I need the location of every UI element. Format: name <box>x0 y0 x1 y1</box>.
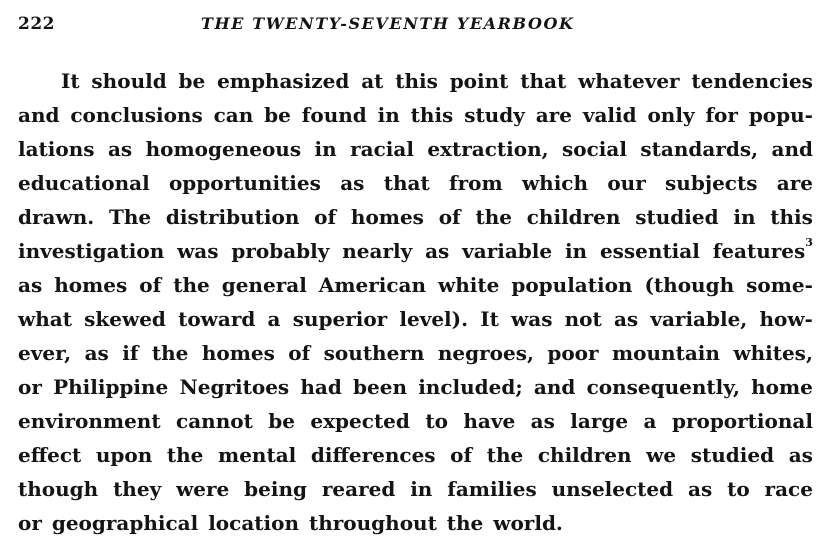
word: as <box>425 239 450 263</box>
word: as <box>613 307 639 331</box>
text-line <box>18 302 813 336</box>
word: and <box>533 375 576 399</box>
word: a <box>643 409 657 433</box>
body-paragraph <box>18 64 813 540</box>
word: what <box>18 307 72 331</box>
word: conclusions <box>70 103 203 127</box>
word: valid <box>582 103 637 127</box>
word: should <box>91 69 167 93</box>
word: American <box>318 273 427 297</box>
word: investigation <box>18 239 165 263</box>
word: of <box>314 205 337 229</box>
word: families <box>447 477 537 501</box>
word: racial <box>350 137 414 161</box>
word: or <box>18 375 42 399</box>
word: extraction, <box>427 137 549 161</box>
word: or <box>18 511 52 535</box>
word: ever, <box>18 341 72 365</box>
word: subjects <box>665 171 758 195</box>
word: be <box>268 409 295 433</box>
text-line <box>18 472 813 506</box>
word: this <box>410 103 454 127</box>
word: the <box>486 443 524 467</box>
page-number: 222 <box>18 14 55 34</box>
word: this <box>395 69 438 93</box>
word: geographical <box>51 511 209 535</box>
word: southern <box>323 341 425 365</box>
word: skewed <box>84 307 166 331</box>
word: the <box>173 273 210 297</box>
word: effect <box>18 443 82 467</box>
word: features$^3$ <box>712 236 813 263</box>
word: tendencies <box>691 69 813 93</box>
word: essential <box>599 239 700 263</box>
word: It <box>480 307 499 331</box>
word: social <box>562 137 627 161</box>
word: a <box>267 307 281 331</box>
word: included; <box>418 375 523 399</box>
text-line <box>18 234 813 268</box>
word: differences <box>310 443 436 467</box>
text-line <box>18 438 813 472</box>
word: white <box>438 273 500 297</box>
word: to <box>727 477 750 501</box>
word: in <box>564 239 588 263</box>
word: be <box>264 103 291 127</box>
word: homes <box>201 341 275 365</box>
word: general <box>221 273 307 297</box>
word: this <box>770 205 813 229</box>
word: as <box>530 409 555 433</box>
word: children <box>526 205 621 229</box>
word: as <box>107 137 133 161</box>
word: cannot <box>176 409 253 433</box>
text-line <box>18 98 813 132</box>
word: the <box>151 341 189 365</box>
word: mental <box>218 443 297 467</box>
word: that <box>520 69 567 93</box>
word: of <box>288 341 311 365</box>
word: being <box>244 477 307 501</box>
word: for <box>705 103 738 127</box>
word: consequently, <box>586 375 740 399</box>
word: the <box>166 443 204 467</box>
word: expected <box>310 409 410 433</box>
word: the <box>475 205 512 229</box>
word: level). <box>399 307 469 331</box>
word: have <box>463 409 516 433</box>
word: had <box>300 375 342 399</box>
word: in <box>733 205 756 229</box>
word: nearly <box>342 239 413 263</box>
word: Negritoes <box>179 375 290 399</box>
word: world. <box>493 511 563 535</box>
text-line <box>18 336 813 370</box>
word: be <box>178 69 206 93</box>
word: throughout <box>308 511 447 535</box>
word: upon <box>95 443 153 467</box>
word: of <box>438 205 461 229</box>
word: from <box>449 171 503 195</box>
text-line <box>18 404 813 438</box>
word: study <box>464 103 525 127</box>
word: homes <box>54 273 128 297</box>
word: if <box>122 341 139 365</box>
word: distribution <box>165 205 300 229</box>
word: toward <box>178 307 256 331</box>
word: (though <box>644 273 735 297</box>
word: variable <box>462 239 553 263</box>
word: some- <box>746 273 813 297</box>
word: in <box>314 137 337 161</box>
word: proportional <box>671 409 813 433</box>
footnote-marker: 3 <box>805 236 813 249</box>
text-line <box>18 370 813 404</box>
word: to <box>425 409 448 433</box>
page-header <box>18 14 818 40</box>
word: probably <box>231 239 330 263</box>
word: were <box>176 477 230 501</box>
word: homes <box>350 205 424 229</box>
text-line <box>18 506 813 540</box>
word: opportunities <box>168 171 321 195</box>
word: point <box>449 69 509 93</box>
word: The <box>108 205 152 229</box>
word: they <box>113 477 162 501</box>
word: as <box>688 477 713 501</box>
word: population <box>511 273 633 297</box>
word: emphasized <box>217 69 350 93</box>
word: and <box>18 103 60 127</box>
word: lations <box>18 137 95 161</box>
word: as <box>788 443 813 467</box>
word: as <box>84 341 109 365</box>
word: reared <box>321 477 396 501</box>
word: was <box>177 239 219 263</box>
word: we <box>646 443 677 467</box>
word: Philippine <box>53 375 169 399</box>
word: mountain <box>612 341 720 365</box>
word: studied <box>690 443 775 467</box>
word: are <box>776 171 813 195</box>
word: variable, <box>650 307 748 331</box>
word: large <box>570 409 629 433</box>
word: drawn. <box>18 205 95 229</box>
word: as <box>340 171 365 195</box>
word: at <box>361 69 384 93</box>
word: studied <box>635 205 719 229</box>
word: whites, <box>733 341 813 365</box>
word: of <box>139 273 162 297</box>
word: only <box>647 103 695 127</box>
word: that <box>383 171 430 195</box>
word: unselected <box>551 477 674 501</box>
text-line <box>18 132 813 166</box>
word: race <box>764 477 813 501</box>
word: found <box>301 103 367 127</box>
text-line <box>18 64 813 98</box>
word: how- <box>759 307 813 331</box>
word: environment <box>18 409 161 433</box>
word: the <box>446 511 494 535</box>
word: whatever <box>578 69 680 93</box>
text-line <box>18 268 813 302</box>
word: not <box>564 307 602 331</box>
text-line <box>18 166 813 200</box>
word: as <box>18 273 43 297</box>
word: in <box>377 103 400 127</box>
word: negroes, <box>437 341 534 365</box>
word: and <box>771 137 813 161</box>
word: of <box>450 443 473 467</box>
word: educational <box>18 171 150 195</box>
word: in <box>410 477 433 501</box>
word: home <box>751 375 813 399</box>
word: are <box>535 103 572 127</box>
word: location <box>208 511 309 535</box>
word: standards, <box>640 137 759 161</box>
word: superior <box>292 307 388 331</box>
word: can <box>213 103 254 127</box>
word: poor <box>547 341 599 365</box>
word: children <box>537 443 632 467</box>
word: our <box>607 171 646 195</box>
word: was <box>511 307 553 331</box>
word: which <box>521 171 589 195</box>
word: It <box>61 69 80 93</box>
running-head: THE TWENTY-SEVENTH YEARBOOK <box>201 14 575 33</box>
word: been <box>353 375 408 399</box>
text-line <box>18 200 813 234</box>
word: popu- <box>748 103 813 127</box>
word: homogeneous <box>145 137 302 161</box>
word: though <box>18 477 99 501</box>
